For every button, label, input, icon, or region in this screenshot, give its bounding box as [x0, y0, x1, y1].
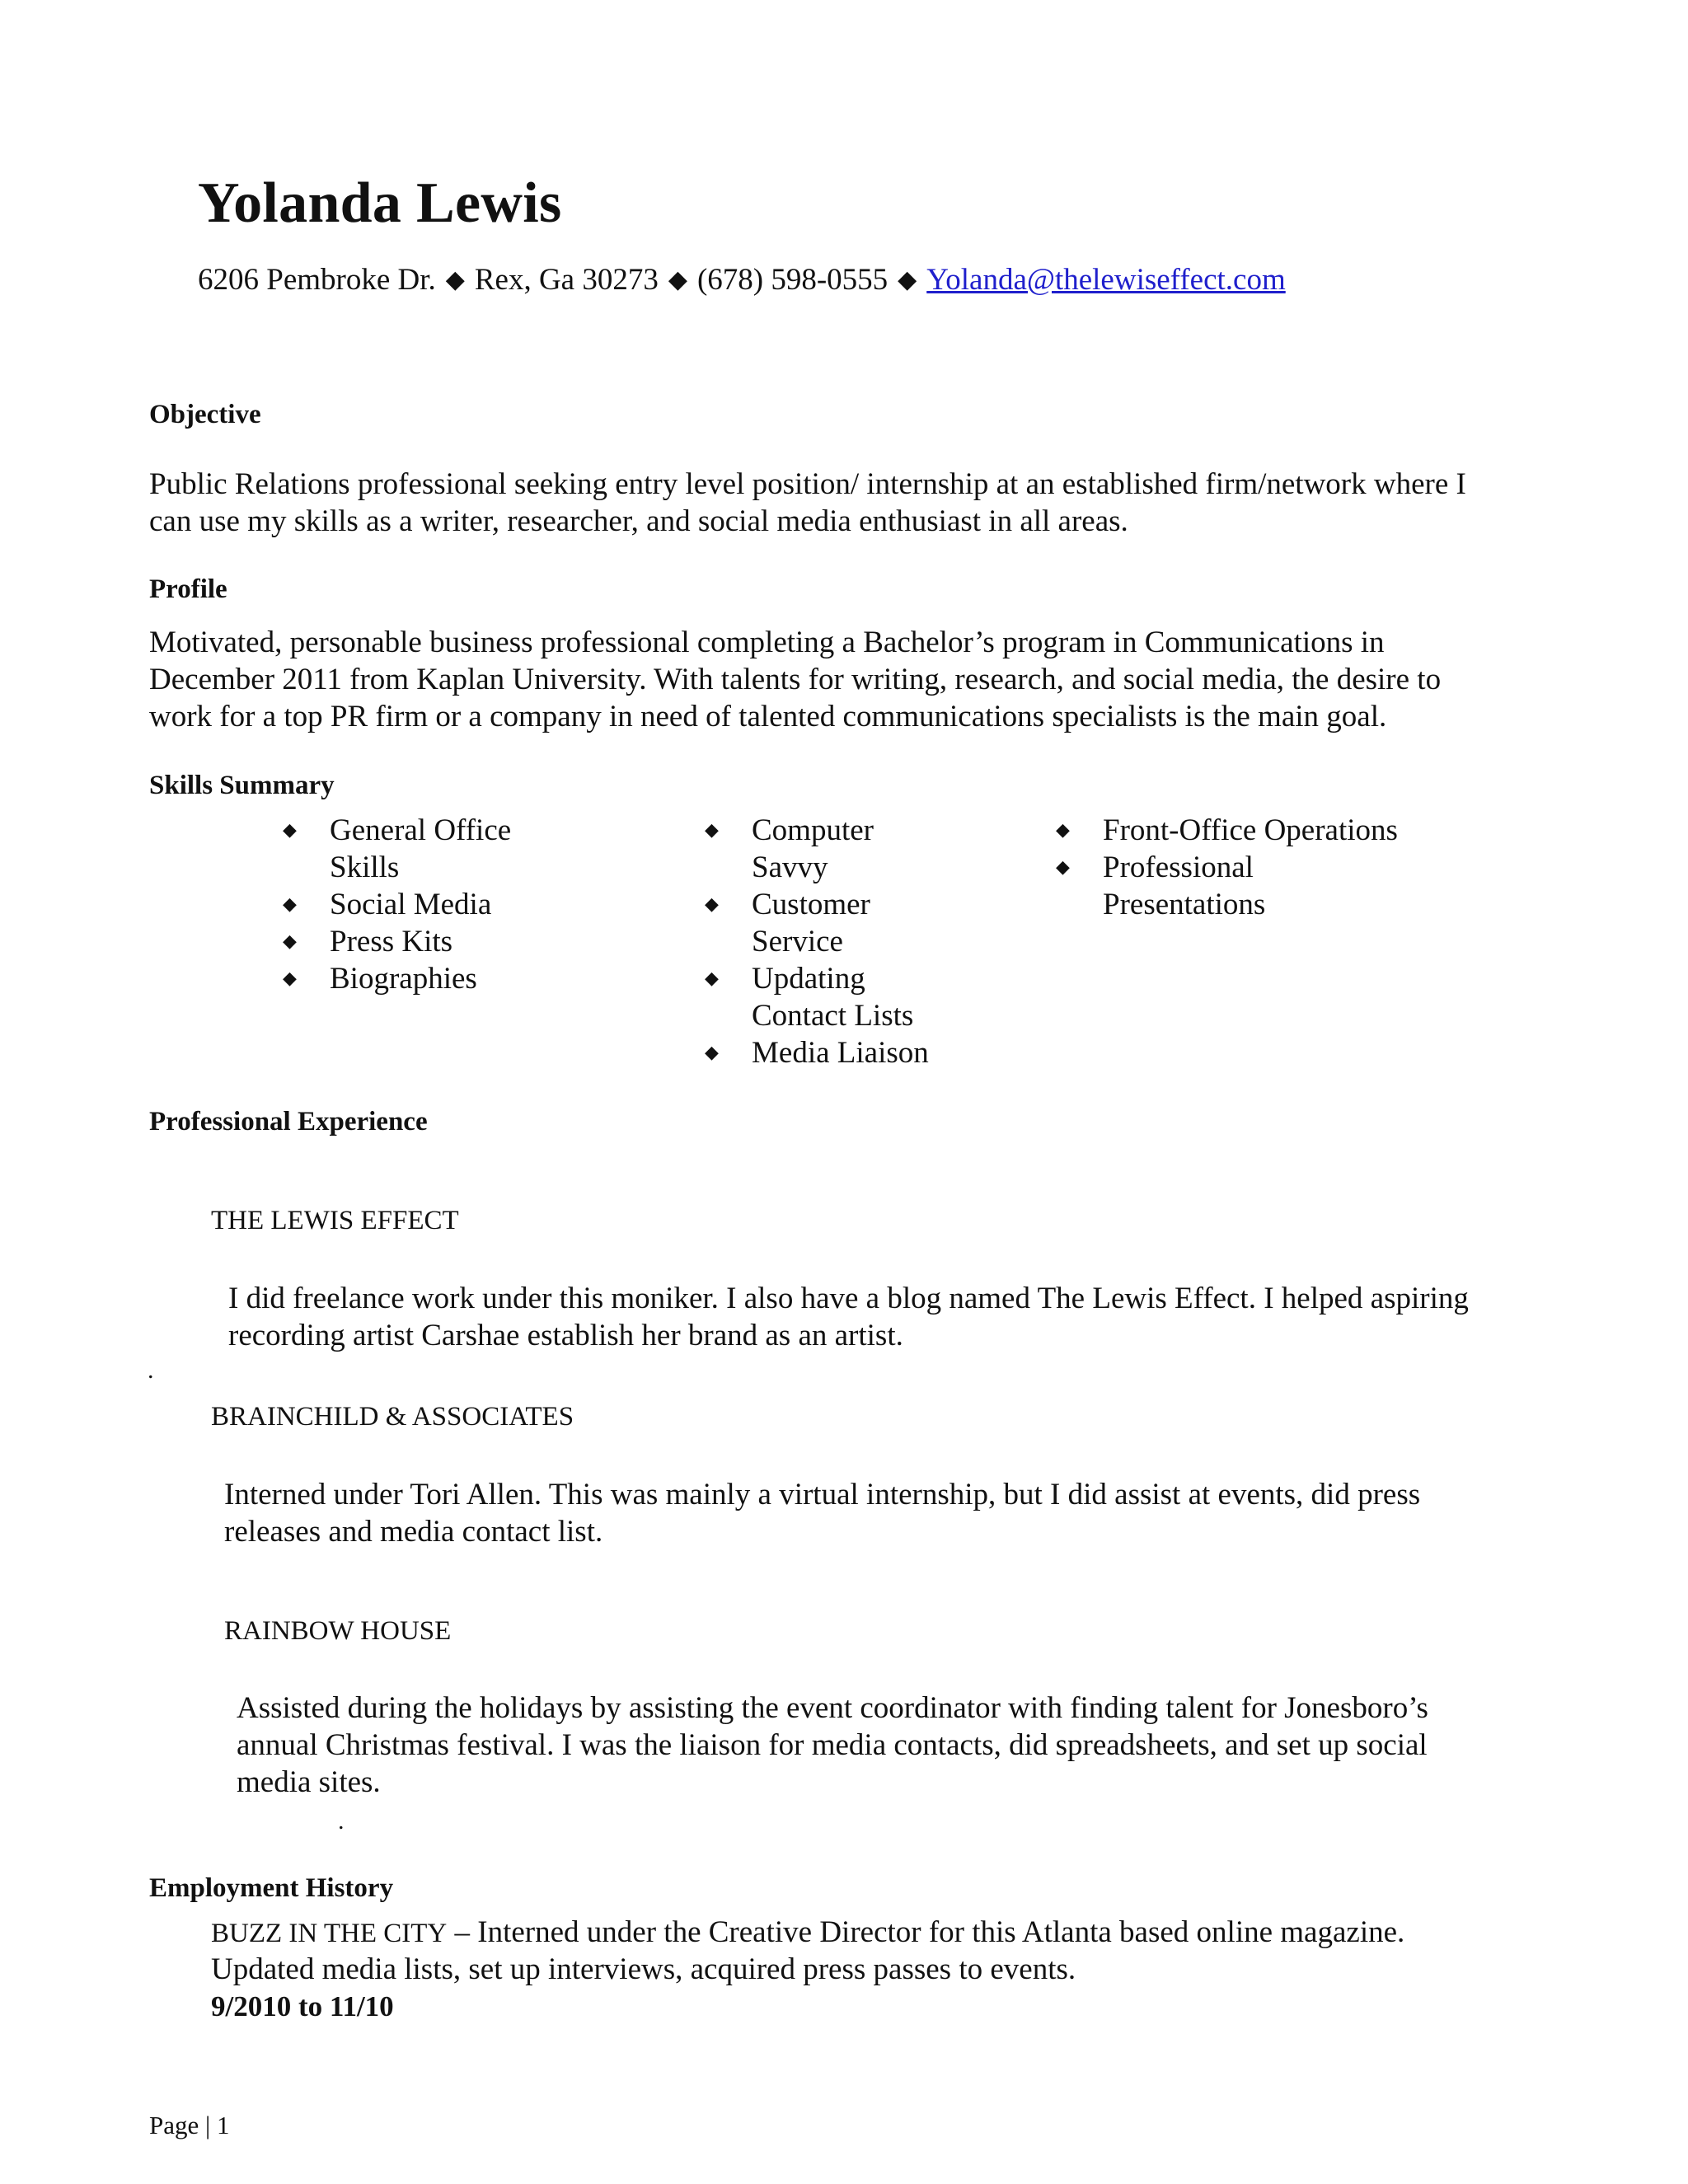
skill-item: ◆ Social Media — [283, 888, 492, 921]
diamond-bullet-icon: ◆ — [705, 1043, 719, 1063]
phone: (678) 598-0555 — [696, 263, 889, 297]
address: 6206 Pembroke Dr. — [198, 263, 436, 297]
employment-line: BUZZ IN THE CITY – Interned under the Creative Director for this Atlanta based online magazine. — [211, 1915, 1405, 1949]
experience-heading: Professional Experience — [149, 1107, 428, 1137]
diamond-bullet-icon: ◆ — [705, 894, 719, 915]
skill-item: ◆ Press Kits — [283, 925, 453, 958]
employment-entry — [211, 1914, 1404, 2025]
diamond-bullet-icon: ◆ — [1056, 820, 1070, 841]
diamond-bullet-icon: ◆ — [283, 820, 297, 841]
experience-description — [237, 1690, 1428, 1801]
text-line: releases and media contact list. — [224, 1515, 603, 1549]
profile-text — [149, 624, 1441, 735]
diamond-bullet-icon: ◆ — [283, 931, 297, 952]
text-line: Assisted during the holidays by assisting the event coordinator with finding talent for Jonesboro’s — [237, 1691, 1428, 1725]
diamond-bullet-icon: ◆ — [283, 968, 297, 989]
company-name: RAINBOW HOUSE — [224, 1616, 452, 1646]
diamond-separator-icon: ◆ — [668, 265, 687, 294]
skill-item: ◆ Computer Savvy — [705, 813, 874, 884]
company-name: THE LEWIS EFFECT — [211, 1206, 459, 1235]
diamond-separator-icon: ◆ — [898, 265, 917, 294]
email-link[interactable]: Yolanda@thelewiseffect.com — [926, 263, 1286, 297]
skills-column-2 — [705, 812, 985, 1071]
text-line: annual Christmas festival. I was the liaison for media contacts, did spreadsheets, and set up social — [237, 1728, 1428, 1762]
text-line: work for a top PR firm or a company in need of talented communications specialists is the main goal. — [149, 700, 1387, 733]
text-line: I did freelance work under this moniker. I also have a blog named The Lewis Effect. I helped aspiring — [228, 1282, 1469, 1315]
text-line: Public Relations professional seeking entry level position/ internship at an established firm/network where I — [149, 467, 1466, 501]
objective-heading: Objective — [149, 400, 261, 429]
text-line: Interned under Tori Allen. This was mainly a virtual internship, but I did assist at events, did press — [224, 1478, 1421, 1511]
skill-item: ◆ Professional Presentations — [1056, 851, 1266, 921]
text-line: December 2011 from Kaplan University. With talents for writing, research, and social media, the desire to — [149, 663, 1442, 696]
contact-line — [198, 262, 1286, 298]
skill-item: ◆ Updating Contact Lists — [705, 962, 914, 1033]
diamond-bullet-icon: ◆ — [705, 820, 719, 841]
skills-column-3 — [1056, 812, 1517, 923]
employment-heading: Employment History — [149, 1873, 394, 1903]
diamond-bullet-icon: ◆ — [283, 894, 297, 915]
text-line: recording artist Carshae establish her brand as an artist. — [228, 1319, 903, 1352]
experience-description — [224, 1476, 1420, 1550]
diamond-bullet-icon: ◆ — [1056, 857, 1070, 878]
diamond-bullet-icon: ◆ — [705, 968, 719, 989]
page-number: Page | 1 — [149, 2111, 230, 2139]
city: Rex, Ga 30273 — [474, 263, 659, 297]
employment-line: Updated media lists, set up interviews, acquired press passes to events. — [211, 1952, 1076, 1986]
resume-name: Yolanda Lewis — [198, 171, 562, 235]
text-line: can use my skills as a writer, researcher, and social media enthusiast in all areas. — [149, 504, 1128, 538]
objective-text — [149, 466, 1466, 540]
skill-item: ◆ Media Liaison — [705, 1036, 929, 1070]
skill-item: ◆ Customer Service — [705, 888, 870, 958]
skill-item: ◆ Biographies — [283, 962, 477, 996]
experience-description — [228, 1280, 1469, 1354]
text-line: Motivated, personable business professional completing a Bachelor’s program in Communications in — [149, 626, 1385, 659]
employer-name: BUZZ IN THE CITY — [211, 1919, 448, 1948]
company-name: BRAINCHILD & ASSOCIATES — [211, 1402, 574, 1432]
skill-item: ◆ General Office Skills — [283, 813, 512, 884]
stray-dot: . — [148, 1357, 154, 1384]
skills-heading: Skills Summary — [149, 771, 335, 800]
skill-item: ◆ Front-Office Operations — [1056, 813, 1398, 847]
employment-dates: 9/2010 to 11/10 — [211, 1990, 394, 2022]
stray-dot: . — [338, 1807, 345, 1835]
text-line: media sites. — [237, 1765, 381, 1799]
skills-column-1 — [283, 812, 563, 997]
diamond-separator-icon: ◆ — [445, 265, 465, 294]
profile-heading: Profile — [149, 574, 227, 604]
